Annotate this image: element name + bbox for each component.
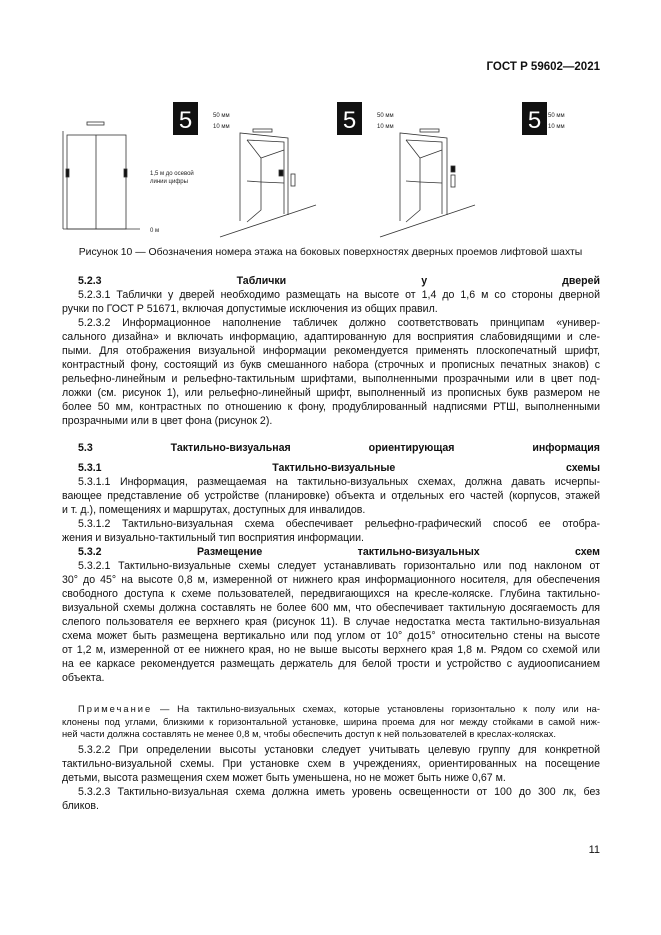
text-line: 5.2.3.1 Таблички у дверей необходимо размещать на высоте от 1,4 до 1,6 м со стороны дверной (78, 289, 600, 301)
text-line: 5.3.2.1 Тактильно-визуальные схемы следует устанавливать горизонтально или под наклоном от (78, 560, 600, 572)
text-line: 5.3.1.1 Информация, размещаемая на тактильно-визуальных схемах, должна давать исчерпы- (78, 476, 600, 488)
elevator-perspective-view-2 (380, 129, 475, 237)
text-line: схема может быть размещена вертикально или под углом от 10° до15° относительно стены на высоте (62, 630, 600, 642)
text-line: визуальной схемы должна составлять не более 600 мм, что обеспечивает тактильную досягаемость для (62, 602, 600, 614)
svg-text:1,5 м до осевой: 1,5 м до осевой (150, 171, 194, 177)
svg-text:5: 5 (342, 107, 357, 134)
elevator-front-view (63, 122, 194, 234)
svg-text:5: 5 (178, 107, 193, 134)
floor-sign-2 (337, 102, 394, 135)
text-block (62, 274, 600, 428)
document-code: ГОСТ Р 59602—2021 (486, 61, 600, 73)
svg-text:50 мм: 50 мм (548, 113, 565, 119)
svg-text:50 мм: 50 мм (213, 113, 230, 119)
text-line: свободного доступа к схеме пользователей, передвигающихся на кресле-коляске. Глубина тактильно- (62, 588, 600, 600)
text-line: от 1,2 м, измеренной от ее нижнего края, но не выше высоты верхнего края 1,8 м. Рядом со схемой или (62, 644, 600, 656)
svg-text:10 мм: 10 мм (548, 124, 565, 130)
figure-10-elevator-floor-signs (0, 0, 661, 245)
text-line: ней части должна составлять не менее 0,8 м, чтобы обеспечить доступ к ней пользователей в креслах-колясках. (62, 728, 556, 739)
text-line: более 50 мм, контрастных по отношению к фону, продублированный надписями РТШ, выполненными (62, 401, 600, 413)
text-line: сального дизайна» и включать информацию, адаптированную для восприятия слабовидящими и сле- (62, 331, 600, 343)
text-line: бликов. (62, 800, 99, 812)
section-heading: 5.3 Тактильно-визуальная ориентирующая информация (78, 442, 600, 454)
svg-text:10 мм: 10 мм (377, 124, 394, 130)
note-label: Примечание (78, 703, 153, 714)
text-line: 5.2.3.2 Информационное наполнение табличек должно соответствовать принципам «универ- (78, 317, 600, 329)
text-line: объекта. (62, 672, 105, 684)
text-line: 5.3.2.3 Тактильно-визуальная схема должна иметь уровень освещенности от 100 до 300 лк, без (78, 786, 600, 798)
svg-text:5: 5 (527, 107, 542, 134)
text-line: вающее представление об устройстве (планировке) объекта и отдельных его частей (корпусов, этажей (62, 490, 600, 502)
text-line: клонены под углами, близкими к горизонтальной установке, ширина проема для ног между стойками в самой ниж- (62, 715, 600, 727)
text-line: слепого пользователя ее верхнего края (рисунок 11). В случае недостатка места тактильно-визуальная (62, 616, 600, 628)
text-line: прозрачными или в цвет фона (рисунок 2). (62, 415, 273, 427)
text-line: рельефно-линейным и рельефно-тактильным шрифтами, выполненными прозрачными или в цвет под- (62, 373, 600, 385)
elevator-perspective-view-1 (220, 129, 316, 237)
section-heading: 5.3.1 Тактильно-визуальные схемы (78, 462, 600, 474)
text-line: на ее каркасе рекомендуется размещать держатель для белой трости и устройство с аудиоописанием (62, 658, 600, 670)
svg-text:10 мм: 10 мм (213, 124, 230, 130)
text-line: тактильно-визуальной схемы. При установке схем в учреждениях, ориентированных на посещение (62, 758, 600, 770)
text-line: и т. д.), помещениях и маршрутах, доступных для инвалидов. (62, 504, 366, 516)
text-line: ложки (см. рисунок 1), или рельефно-линейный шрифт, выполненный из прописных букв размером не (62, 387, 600, 399)
text-line: 5.3.2.2 При определении высоты установки следует учитывать целевую группу для конкретной (78, 744, 600, 756)
text-line: контрастный фону, состоящий из букв смешанного набора (строчных и прописных печатных знаков) с (62, 359, 600, 371)
text-line: детьми, высота размещения схем может быть уменьшена, но не может быть ниже 0,67 м. (62, 772, 506, 784)
text-block (62, 461, 600, 685)
text-block (62, 441, 600, 455)
section-heading: 5.3.2 Размещение тактильно-визуальных схем (78, 546, 600, 558)
text-line: жения и визуально-тактильный тип восприятия информации. (62, 532, 364, 544)
note-block (62, 703, 600, 741)
floor-sign-3 (522, 102, 565, 135)
svg-text:0 м: 0 м (150, 228, 160, 234)
text-line: 5.3.1.2 Тактильно-визуальная схема обеспечивает рельефно-графический способ ее отобра- (78, 518, 600, 530)
text-line: пыми. Для отображения визуальной информации рекомендуется применять плоскопечатный шрифт, (62, 345, 600, 357)
section-heading: 5.2.3 Таблички у дверей (78, 275, 600, 287)
text-line: Примечание — На тактильно-визуальных схемах, которые установлены горизонтально к полу или на- (78, 703, 600, 714)
svg-text:50 мм: 50 мм (377, 113, 394, 119)
text-line: ручки по ГОСТ Р 51671, включая допустимые исключения из общих правил. (62, 303, 438, 315)
page-number: 11 (588, 844, 600, 856)
text-block (62, 743, 600, 813)
text-line: 30° до 45° на высоте 0,8 м, измеренной от нижнего края информационного носителя, для обеспечения (62, 574, 600, 586)
figure-caption: Рисунок 10 — Обозначения номера этажа на боковых поверхностях дверных проемов лифтовой шахты (78, 247, 583, 258)
floor-sign-1 (173, 102, 230, 135)
svg-text:линии цифры: линии цифры (150, 179, 188, 185)
